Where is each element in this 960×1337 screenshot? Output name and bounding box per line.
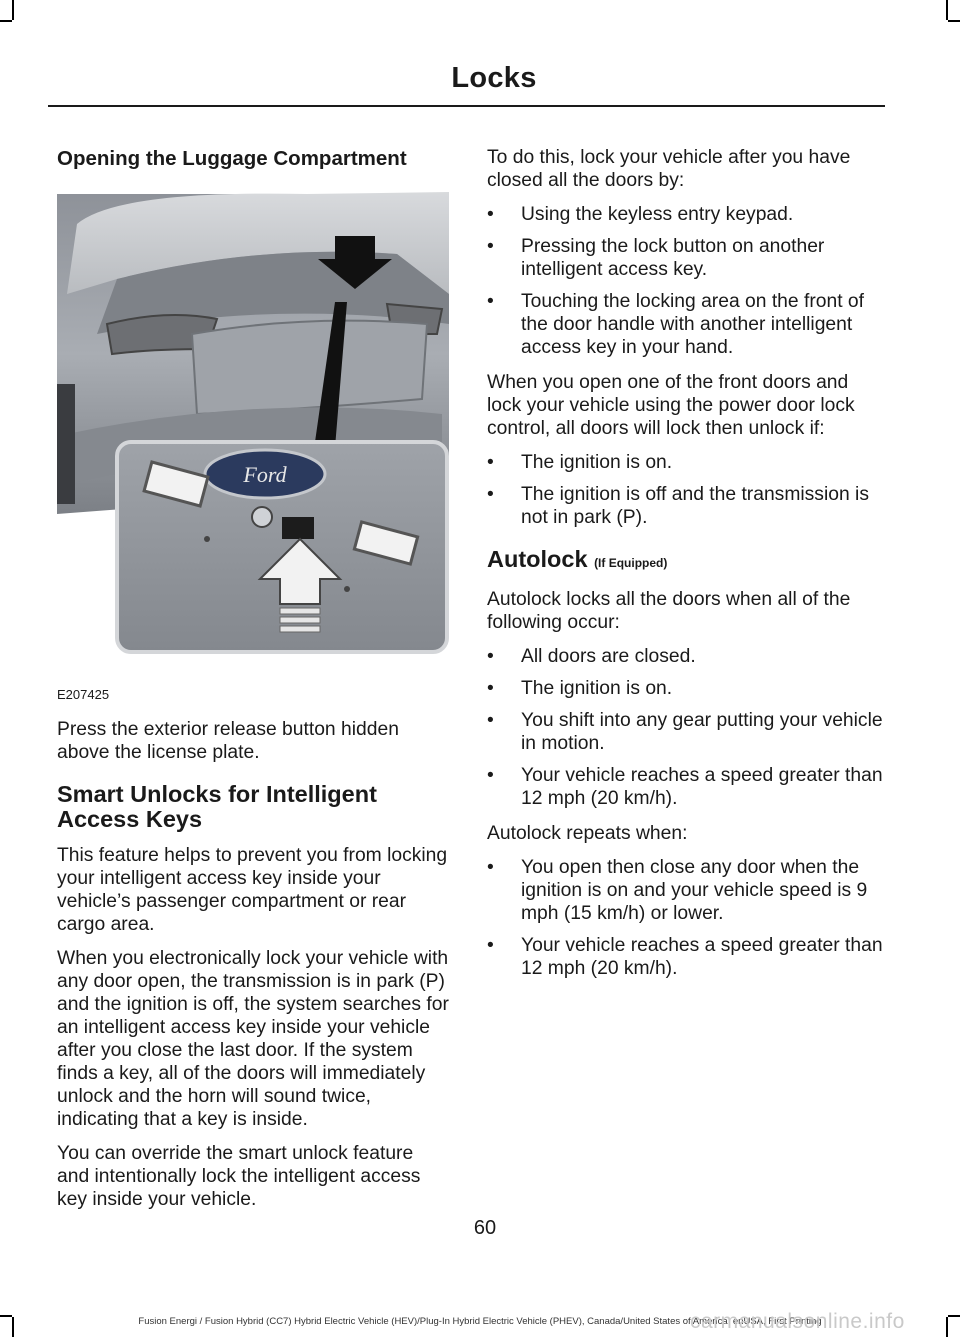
bullet: • [487,857,494,878]
right-column [487,146,884,992]
bullet: • [487,452,494,473]
vehicle-rear-illustration [57,184,449,704]
list-item: • Pressing the lock button on another intelligent access key. [487,236,825,280]
crop-mark [948,20,960,22]
bullet: • [487,646,494,667]
bullet: • [487,236,494,257]
list-item: • Your vehicle reaches a speed greater than 12 mph (20 km/h). [487,765,883,809]
figure-caption: Press the exterior release button hidden above the license plate. [57,719,399,763]
crop-mark [946,0,948,20]
autolock-conditions-list [487,645,884,810]
page-title: Locks [451,62,537,94]
bullet: • [487,765,494,786]
list-item: • The ignition is off and the transmission is not in park (P). [487,484,869,528]
footer-text: Fusion Energi / Fusion Hybrid (CC7) Hybrid Electric Vehicle (HEV)/Plug-In Hybrid Electric Vehicle (PHEV), Canada/United States of America, enUSA, First Printing [138,1316,822,1327]
paragraph: Autolock locks all the doors when all of the following occur: [487,589,851,633]
crop-mark [0,20,12,22]
list-item: • Your vehicle reaches a speed greater than 12 mph (20 km/h). [487,935,883,979]
crop-mark [12,0,14,20]
bullet: • [487,204,494,225]
bullet: • [487,291,494,312]
repeat-conditions-list [487,856,884,980]
section-heading: Smart Unlocks for Intelligent Access Keys [57,781,377,832]
list-item: • The ignition is on. [487,452,673,473]
bullet: • [487,935,494,956]
left-column [57,146,449,1222]
list-item: • Using the keyless entry keypad. [487,204,794,225]
bullet: • [487,710,494,731]
paragraph: When you open one of the front doors and lock your vehicle using the power door lock control, all doors will lock then unlock if: [487,372,855,439]
ford-logo-text: Ford [243,462,287,487]
paragraph: To do this, lock your vehicle after you have closed all the doors by: [487,147,851,191]
header-rule [48,105,885,107]
paragraph: When you electronically lock your vehicle with any door open, the transmission is in park (P) and the ignition is off, the system searches for an intelligent access key inside your vehicle after you close the last door. If the system finds a key, all of the doors will immediately unlock and the horn will sound twice, indicating that a key is inside. [57,948,449,1130]
bullet: • [487,678,494,699]
list-item: • The ignition is on. [487,678,673,699]
paragraph: This feature helps to prevent you from locking your intelligent access key inside your vehicle’s passenger compartment or rear cargo area. [57,845,448,935]
lock-methods-list [487,203,884,359]
relock-conditions-list [487,451,884,529]
list-item: • You shift into any gear putting your vehicle in motion. [487,710,883,754]
figure-id: E207425 [57,687,110,702]
bullet: • [487,484,494,505]
paragraph: You can override the smart unlock feature and intentionally lock the intelligent access key inside your vehicle. [57,1143,421,1210]
luggage-figure [57,184,449,704]
watermark: carmanualsonline.info [690,1310,905,1333]
list-item: • You open then close any door when the ignition is on and your vehicle speed is 9 mph (15 km/h) or lower. [487,857,868,924]
autolock-heading: Autolock (If Equipped) [487,546,668,572]
page-number: 60 [473,1217,497,1239]
figure-heading: Opening the Luggage Compartment [57,147,407,170]
paragraph: Autolock repeats when: [487,823,688,844]
list-item: • Touching the locking area on the front of the door handle with another intelligent access key in your hand. [487,291,865,358]
equipment-tag: (If Equipped) [594,556,668,570]
list-item: • All doors are closed. [487,646,696,667]
